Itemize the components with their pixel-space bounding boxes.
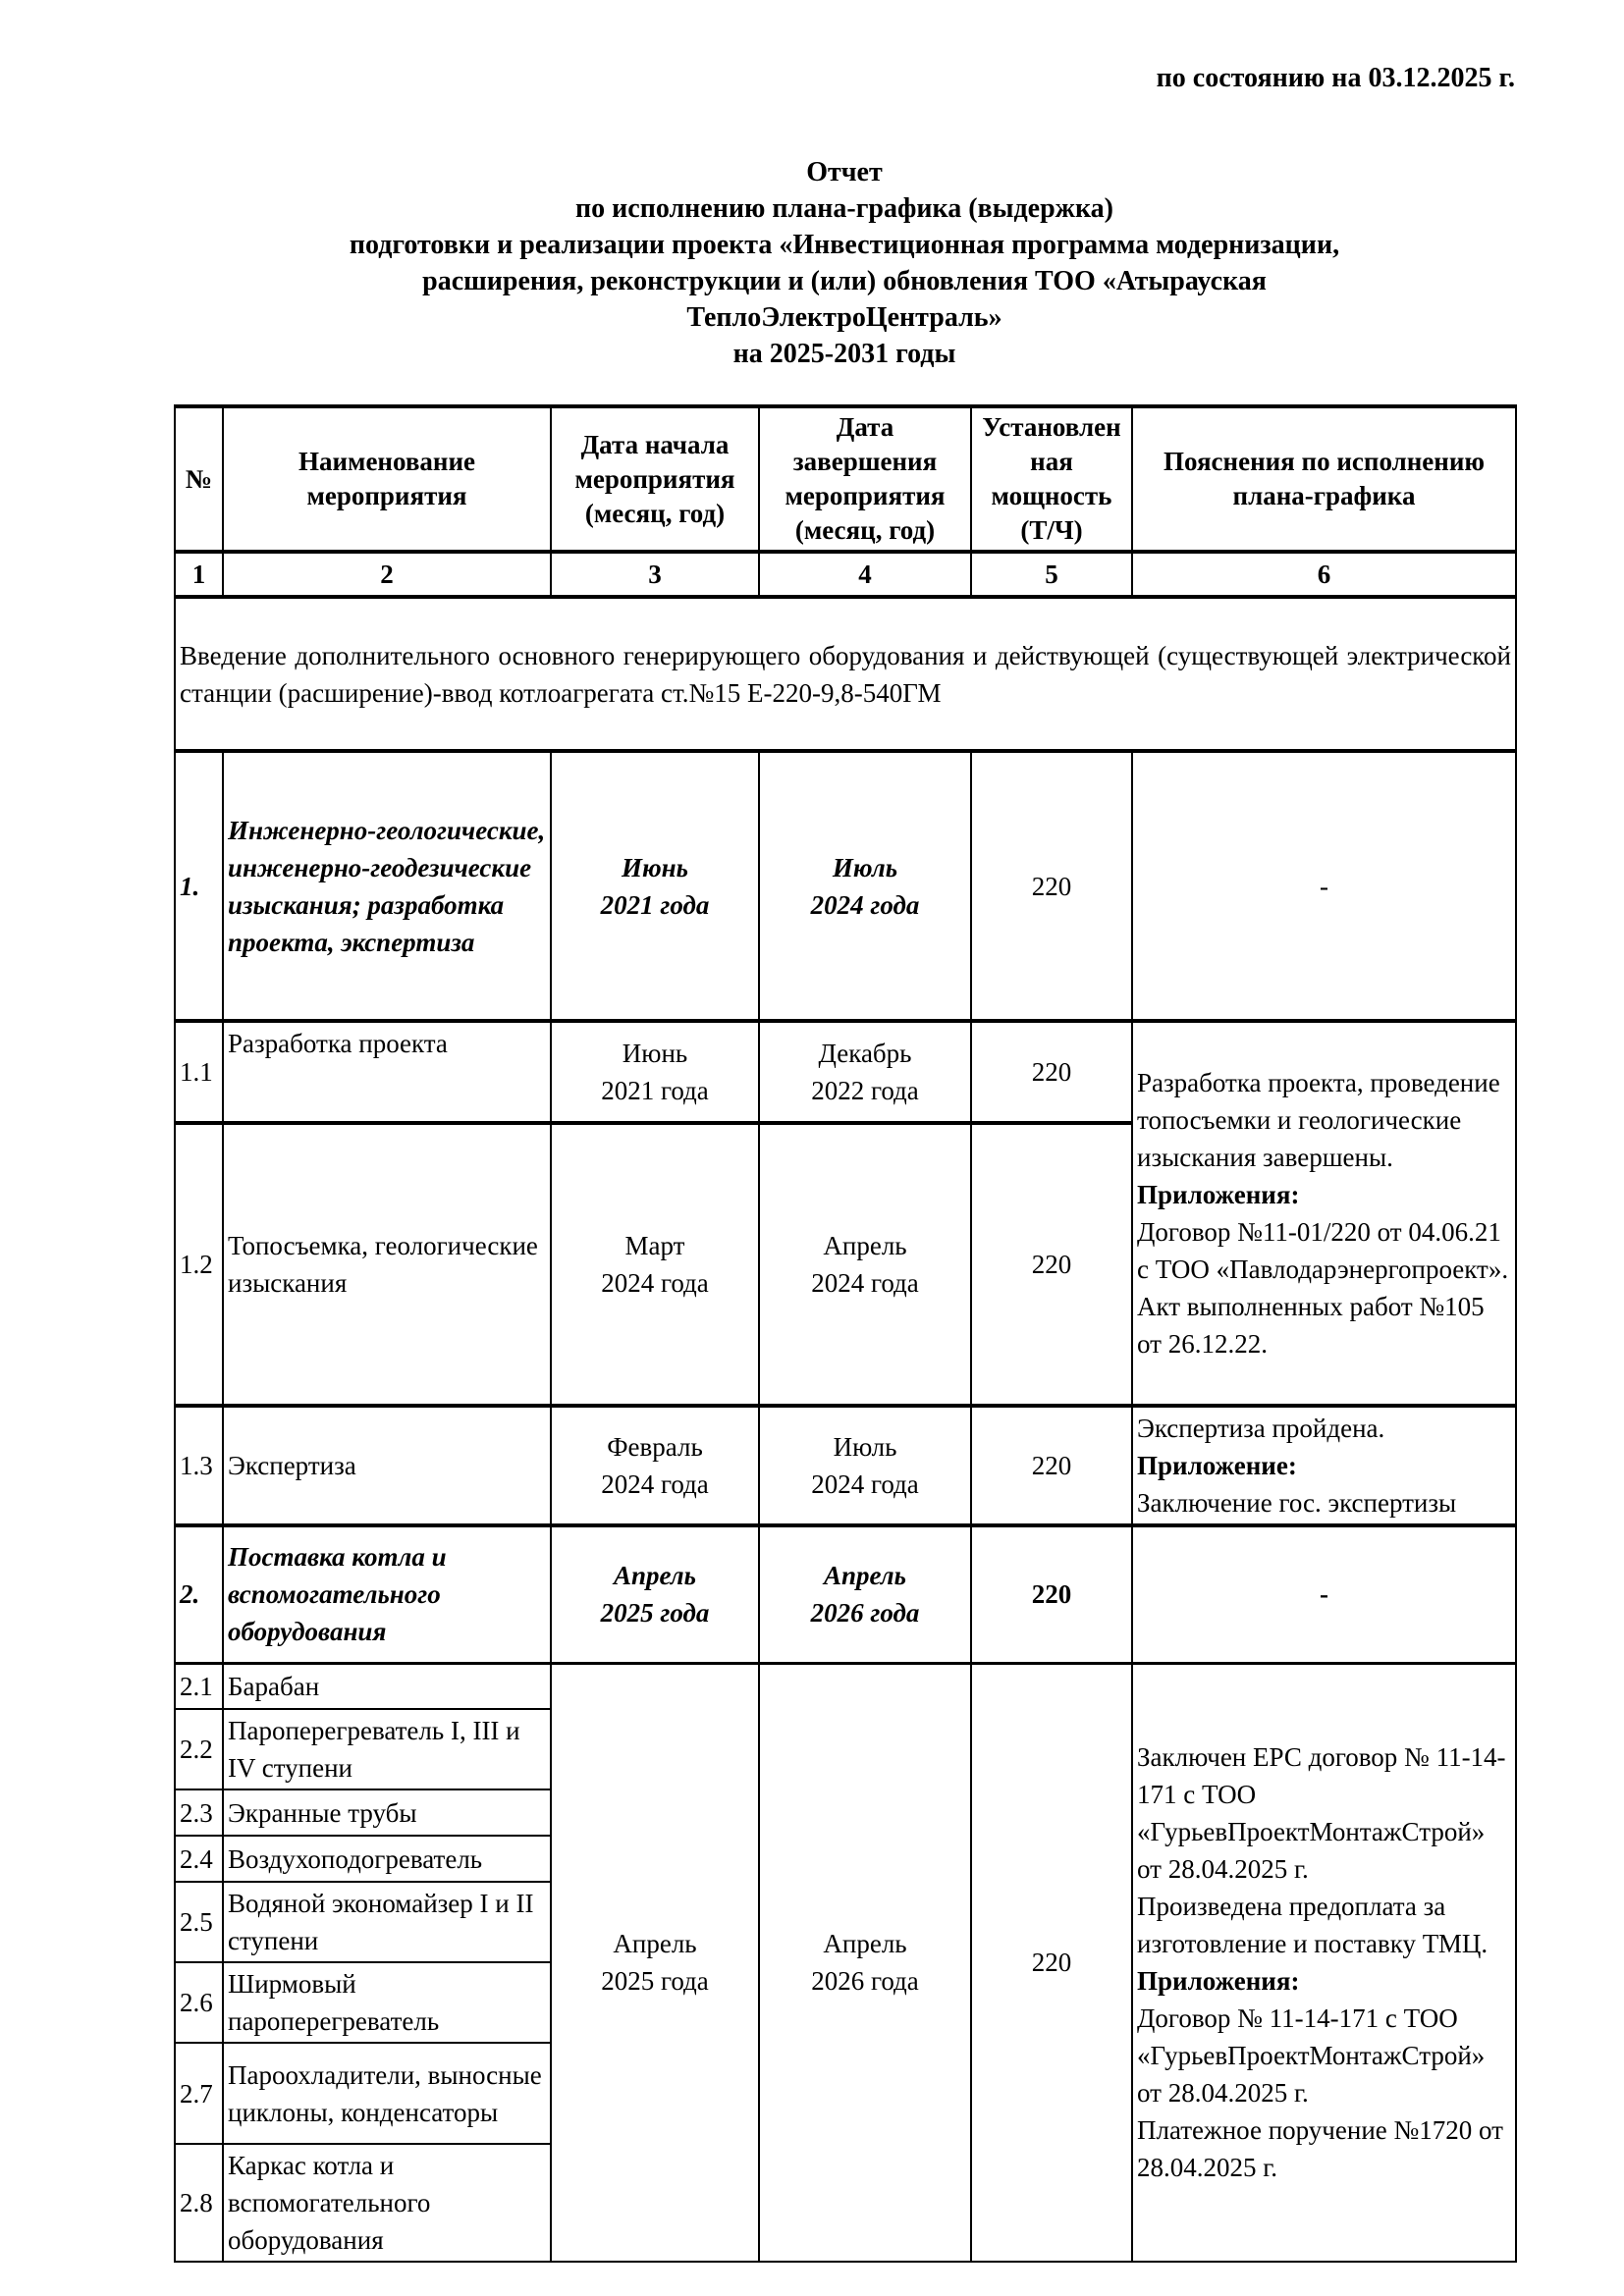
end-month: Апрель — [823, 1929, 907, 1959]
end-month: Июль — [833, 1432, 897, 1462]
title-line-2: по исполнению плана-графика (выдержка) — [575, 193, 1113, 224]
col-number-6: 6 — [1132, 552, 1516, 597]
plan-schedule-table — [174, 404, 1517, 2263]
title-line-5: ТеплоЭлектроЦентраль» — [686, 302, 1002, 333]
start-month: Апрель — [613, 1929, 697, 1959]
col-header-end-date: Дата завершения мероприятия (месяц, год) — [759, 406, 971, 552]
col-header-number: № — [175, 406, 223, 552]
explanation-heading: Приложения: — [1137, 1180, 1300, 1209]
column-numbers-row — [175, 552, 1516, 597]
activity-name-cell: Поставка котла и вспомогательного оборудования — [223, 1525, 551, 1663]
row-number-cell: 2.4 — [175, 1836, 223, 1882]
table-row — [175, 1525, 1516, 1663]
explanation-paragraph: Акт выполненных работ №105 от 26.12.22. — [1137, 1292, 1485, 1359]
row-number-cell: 2.3 — [175, 1789, 223, 1836]
as-of-date: по состоянию на 03.12.2025 г. — [1156, 63, 1515, 93]
end-year: 2022 года — [811, 1076, 919, 1105]
explanation-paragraph: Заключение гос. экспертизы — [1137, 1488, 1457, 1518]
explanation-paragraph: Разработка проекта, проведение топосъемки и геологические изыскания завершены. — [1137, 1068, 1500, 1172]
col-header-start-date: Дата начала мероприятия (месяц, год) — [551, 406, 759, 552]
activity-name-cell: Экранные трубы — [223, 1789, 551, 1836]
end-date-cell — [759, 1406, 971, 1525]
power-cell: 220 — [971, 1525, 1132, 1663]
title-line-3: подготовки и реализации проекта «Инвестиционная программа модернизации, — [349, 230, 1340, 260]
row-number-cell: 1.3 — [175, 1406, 223, 1525]
activity-name-cell: Каркас котла и вспомогательного оборудования — [223, 2144, 551, 2262]
explanation-heading: Приложение: — [1137, 1451, 1297, 1480]
explanation-paragraph: Произведена предоплата за изготовление и поставку ТМЦ. — [1137, 1892, 1489, 1959]
power-cell: 220 — [971, 1123, 1132, 1406]
table-row — [175, 751, 1516, 1021]
table-header-row — [175, 406, 1516, 552]
start-month: Апрель — [613, 1561, 697, 1591]
activity-name-cell: Разработка проекта — [223, 1021, 551, 1123]
power-cell: 220 — [971, 1406, 1132, 1525]
row-number-cell: 2.7 — [175, 2043, 223, 2144]
row-number-cell: 2.1 — [175, 1663, 223, 1709]
col-header-explanations: Пояснения по исполнению плана-графика — [1132, 406, 1516, 552]
end-month: Апрель — [823, 1561, 907, 1591]
start-year: 2024 года — [601, 1268, 709, 1298]
end-month: Декабрь — [818, 1039, 912, 1068]
end-date-cell — [759, 1123, 971, 1406]
end-month: Апрель — [823, 1231, 907, 1260]
start-month: Июнь — [622, 1039, 688, 1068]
activity-name-cell: Пароперегреватель I, III и IV ступени — [223, 1709, 551, 1789]
end-date-cell — [759, 1021, 971, 1123]
start-year: 2025 года — [600, 1598, 710, 1629]
explanation-paragraph: Экспертиза пройдена. — [1137, 1414, 1385, 1443]
explanation-cell: - — [1132, 1525, 1516, 1663]
section-intro-row — [175, 597, 1516, 751]
power-cell: 220 — [971, 751, 1132, 1021]
start-month: Июнь — [621, 852, 689, 882]
col-header-installed-capacity: Установленная мощность (Т/Ч) — [971, 406, 1132, 552]
start-year: 2025 года — [601, 1966, 709, 1997]
col-number-3: 3 — [551, 552, 759, 597]
activity-name-cell: Ширмовый пароперегреватель — [223, 1962, 551, 2043]
start-year: 2024 года — [601, 1469, 709, 1499]
activity-name-cell: Инженерно-геологические, инженерно-геодезические изыскания; разработка проекта, экспертиза — [223, 751, 551, 1021]
explanation-heading: Приложения: — [1137, 1966, 1300, 1997]
row-number-cell: 1.1 — [175, 1021, 223, 1123]
explanation-cell — [1132, 1663, 1516, 2262]
end-month: Июль — [832, 852, 898, 882]
activity-name-cell: Пароохладители, выносные циклоны, конденсаторы — [223, 2043, 551, 2144]
start-date-cell — [551, 751, 759, 1021]
title-line-4: расширения, реконструкции и (или) обновления ТОО «Атырауская — [422, 266, 1267, 296]
start-date-cell — [551, 1123, 759, 1406]
end-date-cell — [759, 751, 971, 1021]
table-row — [175, 1406, 1516, 1525]
end-date-cell — [759, 1525, 971, 1663]
activity-name-cell: Водяной экономайзер I и II ступени — [223, 1882, 551, 1962]
row-number-cell: 2.2 — [175, 1709, 223, 1789]
start-date-cell — [551, 1663, 759, 2262]
start-date-cell — [551, 1525, 759, 1663]
report-title — [174, 154, 1515, 372]
power-cell: 220 — [971, 1021, 1132, 1123]
col-number-5: 5 — [971, 552, 1132, 597]
title-line-1: Отчет — [806, 157, 883, 187]
activity-name-cell: Воздухоподогреватель — [223, 1836, 551, 1882]
row-number-cell: 1. — [175, 751, 223, 1021]
explanation-paragraph: Платежное поручение №1720 от 28.04.2025 г. — [1137, 2115, 1503, 2183]
start-year: 2021 года — [601, 1076, 709, 1105]
end-year: 2026 года — [811, 1966, 919, 1997]
start-year: 2021 года — [600, 889, 710, 920]
row-number-cell: 2.8 — [175, 2144, 223, 2262]
col-number-1: 1 — [175, 552, 223, 597]
end-year: 2024 года — [810, 889, 920, 920]
table-row — [175, 1663, 1516, 1709]
title-line-6: на 2025-2031 годы — [732, 339, 956, 369]
end-date-cell — [759, 1663, 971, 2262]
end-year: 2026 года — [810, 1598, 920, 1629]
table-row — [175, 1021, 1516, 1123]
explanation-cell — [1132, 1406, 1516, 1525]
start-date-cell — [551, 1021, 759, 1123]
activity-name-cell: Топосъемка, геологические изыскания — [223, 1123, 551, 1406]
section-intro-text: Введение дополнительного основного генерирующего оборудования и действующей (существующей электрической станции (расширение)-ввод котлоагрегата ст.№15 Е-220-9,8-540ГМ — [175, 597, 1516, 751]
power-cell: 220 — [971, 1663, 1132, 2262]
explanation-paragraph: Договор №11-01/220 от 04.06.21 с ТОО «Павлодарэнергопроект». — [1137, 1217, 1509, 1284]
end-year: 2024 года — [811, 1469, 919, 1499]
start-date-cell — [551, 1406, 759, 1525]
col-header-activity-name: Наименование мероприятия — [223, 406, 551, 552]
activity-name-cell: Экспертиза — [223, 1406, 551, 1525]
row-number-cell: 1.2 — [175, 1123, 223, 1406]
row-number-cell: 2. — [175, 1525, 223, 1663]
col-number-2: 2 — [223, 552, 551, 597]
start-month: Март — [624, 1231, 685, 1260]
start-month: Февраль — [607, 1432, 703, 1462]
row-number-cell: 2.6 — [175, 1962, 223, 2043]
activity-name-cell: Барабан — [223, 1663, 551, 1709]
explanation-cell — [1132, 1021, 1516, 1406]
col-number-4: 4 — [759, 552, 971, 597]
explanation-cell: - — [1132, 751, 1516, 1021]
end-year: 2024 года — [811, 1268, 919, 1298]
explanation-paragraph: Договор № 11-14-171 с ТОО «ГурьевПроектМонтажСтрой» от 28.04.2025 г. — [1137, 2003, 1486, 2109]
row-number-cell: 2.5 — [175, 1882, 223, 1962]
explanation-paragraph: Заключен ЕРС договор № 11-14-171 с ТОО «ГурьевПроектМонтажСтрой» от 28.04.2025 г. — [1137, 1742, 1506, 1885]
